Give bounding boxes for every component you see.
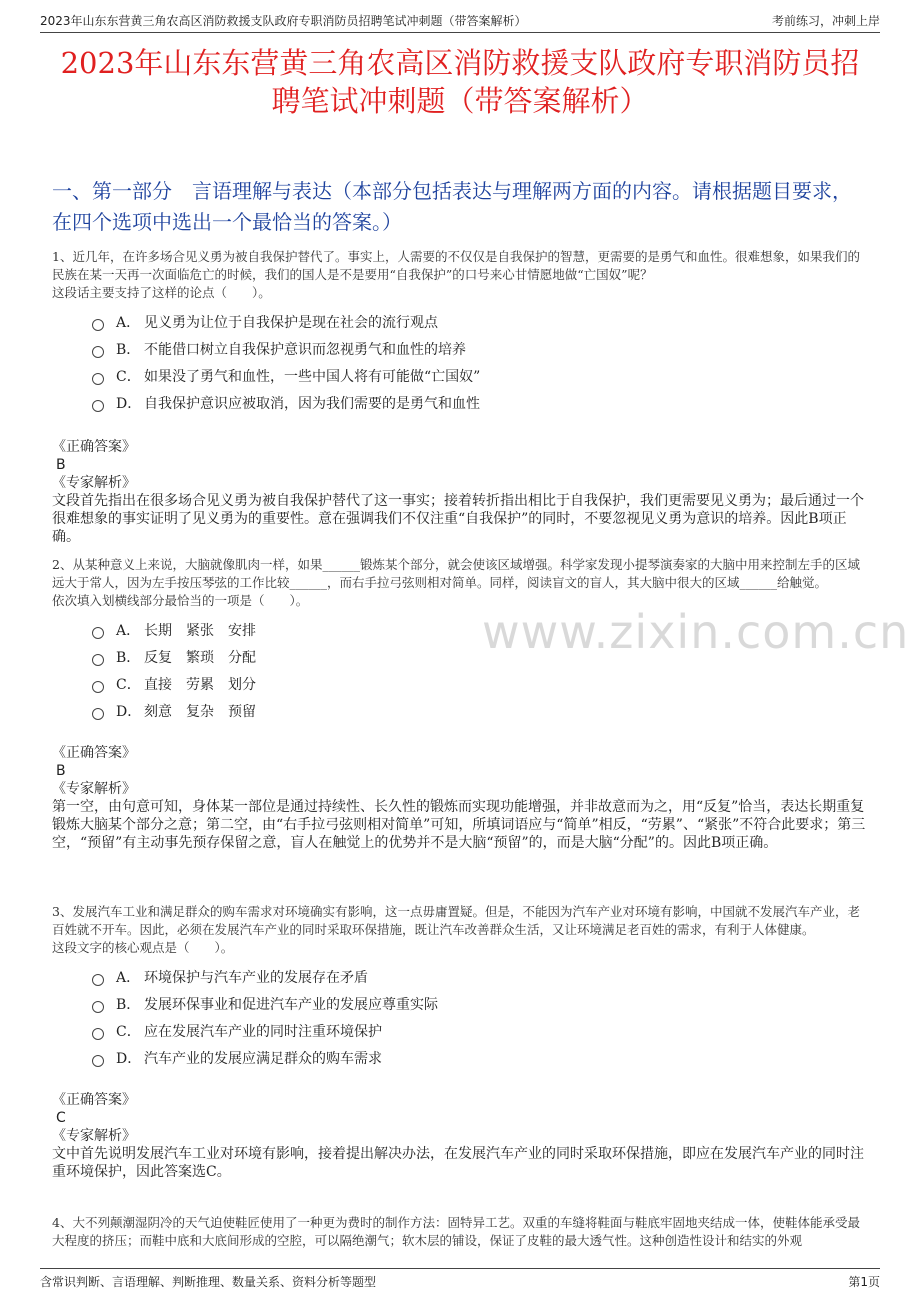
option-a[interactable]	[92, 308, 870, 335]
option-d[interactable]	[92, 1044, 870, 1071]
answer-block	[52, 744, 870, 798]
option-key: A．	[116, 314, 141, 331]
analysis-text: 文段首先指出在很多场合见义勇为被自我保护替代了这一事实；接着转折指出相比于自我保护，我们更需要见义勇为；最后通过一个很难想象的事实证明了见义勇为的重要性。意在强调我们不仅注重“自我保护”的同时，不要忽视见义勇为意识的培养。因此B项正确。	[52, 493, 864, 545]
radio-icon[interactable]	[92, 1028, 104, 1040]
radio-icon[interactable]	[92, 1055, 104, 1067]
watermark-text: www.zixin.com.cn	[482, 605, 910, 659]
option-key: D．	[116, 395, 142, 412]
answer-label: 《正确答案》	[52, 439, 136, 455]
radio-icon[interactable]	[92, 974, 104, 986]
option-key: D．	[116, 703, 142, 720]
answer-value: B	[56, 763, 66, 779]
option-b[interactable]	[92, 335, 870, 362]
option-key: B．	[116, 649, 141, 666]
option-key: A．	[116, 969, 141, 986]
answer-label: 《正确答案》	[52, 1092, 136, 1108]
option-key: C．	[116, 368, 141, 385]
option-c[interactable]	[92, 1017, 870, 1044]
option-c[interactable]	[92, 670, 870, 697]
question-3	[52, 903, 870, 1181]
answer-value: B	[56, 457, 66, 473]
option-text: 刻意 复杂 预留	[144, 703, 256, 720]
radio-icon[interactable]	[92, 1001, 104, 1013]
question-stem: 1、近几年，在许多场合见义勇为被自我保护替代了。事实上，人需要的不仅仅是自我保护的智慧，更需要的是勇气和血性。很难想象，如果我们的民族在某一天再一次面临危亡的时候，我们的国人是不是要用“自我保护”的口号来心甘情愿地做“亡国奴”呢？	[52, 249, 860, 282]
option-key: A．	[116, 622, 141, 639]
question-4	[52, 1214, 870, 1250]
option-b[interactable]	[92, 990, 870, 1017]
page-number: 第1页	[848, 1275, 880, 1289]
footer-left-text: 含常识判断、言语理解、判断推理、数量关系、资料分析等题型	[40, 1275, 377, 1289]
analysis-text: 第一空，由句意可知，身体某一部位是通过持续性、长久性的锻炼而实现功能增强，并非故意而为之，用“反复”恰当，表达长期重复锻炼大脑某个部分之意；第二空，由“右手拉弓弦则相对简单”可知，所填词语应与“简单”相反，“劳累”、“紧张”不符合此要求；第三空，“预留”有主动事先预存保留之意，盲人在触觉上的优势并不是大脑“预留”的，而是大脑“分配”的。因此B项正确。	[52, 799, 866, 851]
analysis-label: 《专家解析》	[52, 781, 136, 797]
analysis-text: 文中首先说明发展汽车工业对环境有影响，接着提出解决办法，在发展汽车产业的同时采取环保措施，即应在发展汽车产业的同时注重环境保护，因此答案选C。	[52, 1146, 864, 1180]
answer-block	[52, 438, 870, 492]
question-stem: 3、发展汽车工业和满足群众的购车需求对环境确实有影响，这一点毋庸置疑。但是，不能因为汽车产业对环境有影响，中国就不发展汽车产业，老百姓就不开车。因此，必须在发展汽车产业的同时采取环保措施，既让汽车改善群众生活，又让环境满足老百姓的需求，有利于人体健康。	[52, 904, 860, 937]
question-1	[52, 248, 870, 546]
option-key: C．	[116, 1023, 141, 1040]
option-text: 不能借口树立自我保护意识而忽视勇气和血性的培养	[144, 341, 466, 358]
radio-icon[interactable]	[92, 400, 104, 412]
answer-label: 《正确答案》	[52, 745, 136, 761]
header-left-text: 2023年山东东营黄三角农高区消防救援支队政府专职消防员招聘笔试冲刺题（带答案解析）	[40, 14, 527, 28]
option-text: 汽车产业的发展应满足群众的购车需求	[144, 1050, 382, 1067]
radio-icon[interactable]	[92, 681, 104, 693]
option-d[interactable]	[92, 697, 870, 724]
radio-icon[interactable]	[92, 627, 104, 639]
option-c[interactable]	[92, 362, 870, 389]
option-key: B．	[116, 341, 141, 358]
radio-icon[interactable]	[92, 708, 104, 720]
question-stem: 2、从某种意义上来说，大脑就像肌肉一样，如果______锻炼某个部分，就会使该区域增强。科学家发现小提琴演奏家的大脑中用来控制左手的区域远大于常人，因为左手按压琴弦的工作比较______，而右手拉弓弦则相对简单。同样，阅读盲文的盲人，其大脑中很大的区域______给触觉。	[52, 557, 860, 590]
document-title: 2023年山东东营黄三角农高区消防救援支队政府专职消防员招聘笔试冲刺题（带答案解析）	[60, 46, 860, 118]
option-key: D．	[116, 1050, 142, 1067]
answer-value: C	[56, 1110, 66, 1126]
question-prompt: 这段文字的核心观点是（ ）。	[52, 940, 234, 955]
analysis-label: 《专家解析》	[52, 475, 136, 491]
option-key: C．	[116, 676, 141, 693]
header-right-text: 考前练习，冲刺上岸	[771, 14, 880, 28]
option-text: 自我保护意识应被取消，因为我们需要的是勇气和血性	[144, 395, 480, 412]
page-footer	[40, 1268, 880, 1291]
analysis-label: 《专家解析》	[52, 1128, 136, 1144]
answer-block	[52, 1091, 870, 1145]
option-d[interactable]	[92, 389, 870, 416]
option-text: 长期 紧张 安排	[144, 622, 256, 639]
question-stem: 4、大不列颠潮湿阴冷的天气迫使鞋匠使用了一种更为费时的制作方法：固特异工艺。双重的车缝将鞋面与鞋底牢固地夹结成一体，使鞋体能承受最大程度的挤压；而鞋中底和大底间形成的空腔，可以隔绝潮气；软木层的铺设，保证了皮鞋的最大透气性。这种创造性设计和结实的外观	[52, 1215, 860, 1248]
option-a[interactable]	[92, 963, 870, 990]
option-key: B．	[116, 996, 141, 1013]
radio-icon[interactable]	[92, 319, 104, 331]
option-text: 发展环保事业和促进汽车产业的发展应尊重实际	[144, 996, 438, 1013]
question-2	[52, 556, 870, 852]
option-text: 应在发展汽车产业的同时注重环境保护	[144, 1023, 382, 1040]
radio-icon[interactable]	[92, 373, 104, 385]
radio-icon[interactable]	[92, 346, 104, 358]
option-list	[92, 308, 870, 416]
option-text: 反复 繁琐 分配	[144, 649, 256, 666]
option-text: 环境保护与汽车产业的发展存在矛盾	[144, 969, 368, 986]
question-prompt: 依次填入划横线部分最恰当的一项是（ ）。	[52, 593, 309, 608]
question-prompt: 这段话主要支持了这样的论点（ ）。	[52, 285, 271, 300]
option-text: 直接 劳累 划分	[144, 676, 256, 693]
page-header	[40, 10, 880, 33]
option-list	[92, 963, 870, 1071]
radio-icon[interactable]	[92, 654, 104, 666]
option-text: 如果没了勇气和血性，一些中国人将有可能做“亡国奴”	[144, 368, 481, 385]
option-text: 见义勇为让位于自我保护是现在社会的流行观点	[144, 314, 438, 331]
section-heading: 一、第一部分 言语理解与表达（本部分包括表达与理解两方面的内容。请根据题目要求，在四个选项中选出一个最恰当的答案。）	[52, 179, 852, 234]
